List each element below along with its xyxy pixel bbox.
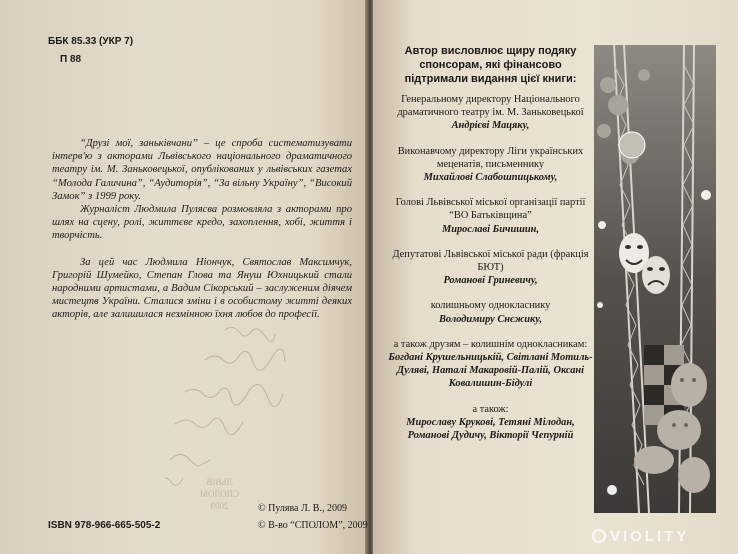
handwritten-inscription — [165, 320, 315, 490]
sponsor-name: Володимиру Снєжику, — [439, 313, 542, 325]
sponsor-role: Депутатові Львівської міської ради (фракція БЮТ) — [392, 248, 589, 274]
author-mark: П 88 — [60, 54, 82, 65]
sponsor-role: Виконавчому директору Ліги українських меценатів, письменнику — [397, 145, 584, 170]
copyright-publisher: © В-во “СПОЛОМ”, 2009 — [258, 520, 368, 531]
sponsor-list — [388, 93, 593, 454]
sponsor-name: Андрієві Мацяку, — [451, 120, 530, 132]
acknowledgement-title: Автор висловлює щиру подяку спонсорам, які фінансово підтримали видання цієї книги: — [404, 45, 577, 85]
sponsor-role: а також друзям – колишнім однокласникам: — [393, 338, 588, 350]
bleed-through-text: ЛЬВІВ СПОЛОМ 2009 — [200, 477, 240, 511]
sponsor-entry — [388, 93, 593, 133]
sponsor-role: Голові Львівської міської організації партії “ВО Батьківщина” — [395, 197, 586, 222]
sponsor-role: Генеральному директору Національного драматичного театру ім. М. Заньковецької — [397, 94, 584, 119]
watermark — [592, 528, 689, 545]
sponsor-entry — [388, 403, 593, 443]
sponsor-entry — [388, 145, 593, 185]
sponsor-entry — [388, 299, 593, 325]
sponsor-name: Богдані Крушельницькій, Світлані Мотиль-Дуляві, Наталі Макаровій-Палій, Оксані Ковалишин-Бідулі — [388, 352, 593, 390]
sponsor-name: Романові Гриневичу, — [443, 275, 538, 287]
sponsor-name: Мирославу Крукові, Тетяні Мілодан, Романові Дудичу, Вікторії Чепурній — [406, 416, 575, 442]
sponsor-name: Михайлові Слабошпицькому, — [423, 172, 558, 184]
watermark-text: VIOLITY — [610, 528, 690, 545]
bbk-code: ББК 85.33 (УКР 7) — [48, 36, 134, 47]
copyright-author: © Пулява Л. В., 2009 — [258, 503, 347, 514]
isbn: ISBN 978-966-665-505-2 — [48, 520, 161, 531]
sponsor-role: а також: — [472, 403, 509, 415]
sponsor-entry — [388, 248, 593, 288]
sponsor-entry — [388, 338, 593, 391]
annotation-paragraph: “Друзі мої, заньківчани” – це спроба систематизувати інтерв'ю з акторами Львівського національного драматичного театру ім. М. Заньковецької, опублікованих у львівських газетах “Молода Галичина”, “Аудиторія”, “За вільну Україну”, “Високий Замок” з 1999 року. — [52, 138, 352, 202]
annotation-paragraph: Журналіст Людмила Пулясва розмовляла з акторами про шлях на сцену, ролі, життєве кредо, захоплення, хобі, життя і творчість. — [52, 204, 352, 242]
annotation-paragraph: За цей час Людмила Ніончук, Святослав Максимчук, Григорій Шумейко, Степан Глова та Януш Юхницький стали народними артистами, а Вадим Сікорський – заслуженим діячем мистецтв України. Сталися зміни і в особистому житті деяких акторів, але залишилася незмінною їхня любов до професії. — [52, 256, 352, 321]
theatre-photo — [594, 45, 716, 513]
sponsor-role: колишньому однокласнику — [430, 300, 551, 312]
violity-logo-icon — [592, 529, 606, 543]
annotation — [52, 137, 352, 322]
sponsor-name: Мирославі Бичишин, — [441, 223, 540, 235]
sponsor-entry — [388, 196, 593, 236]
